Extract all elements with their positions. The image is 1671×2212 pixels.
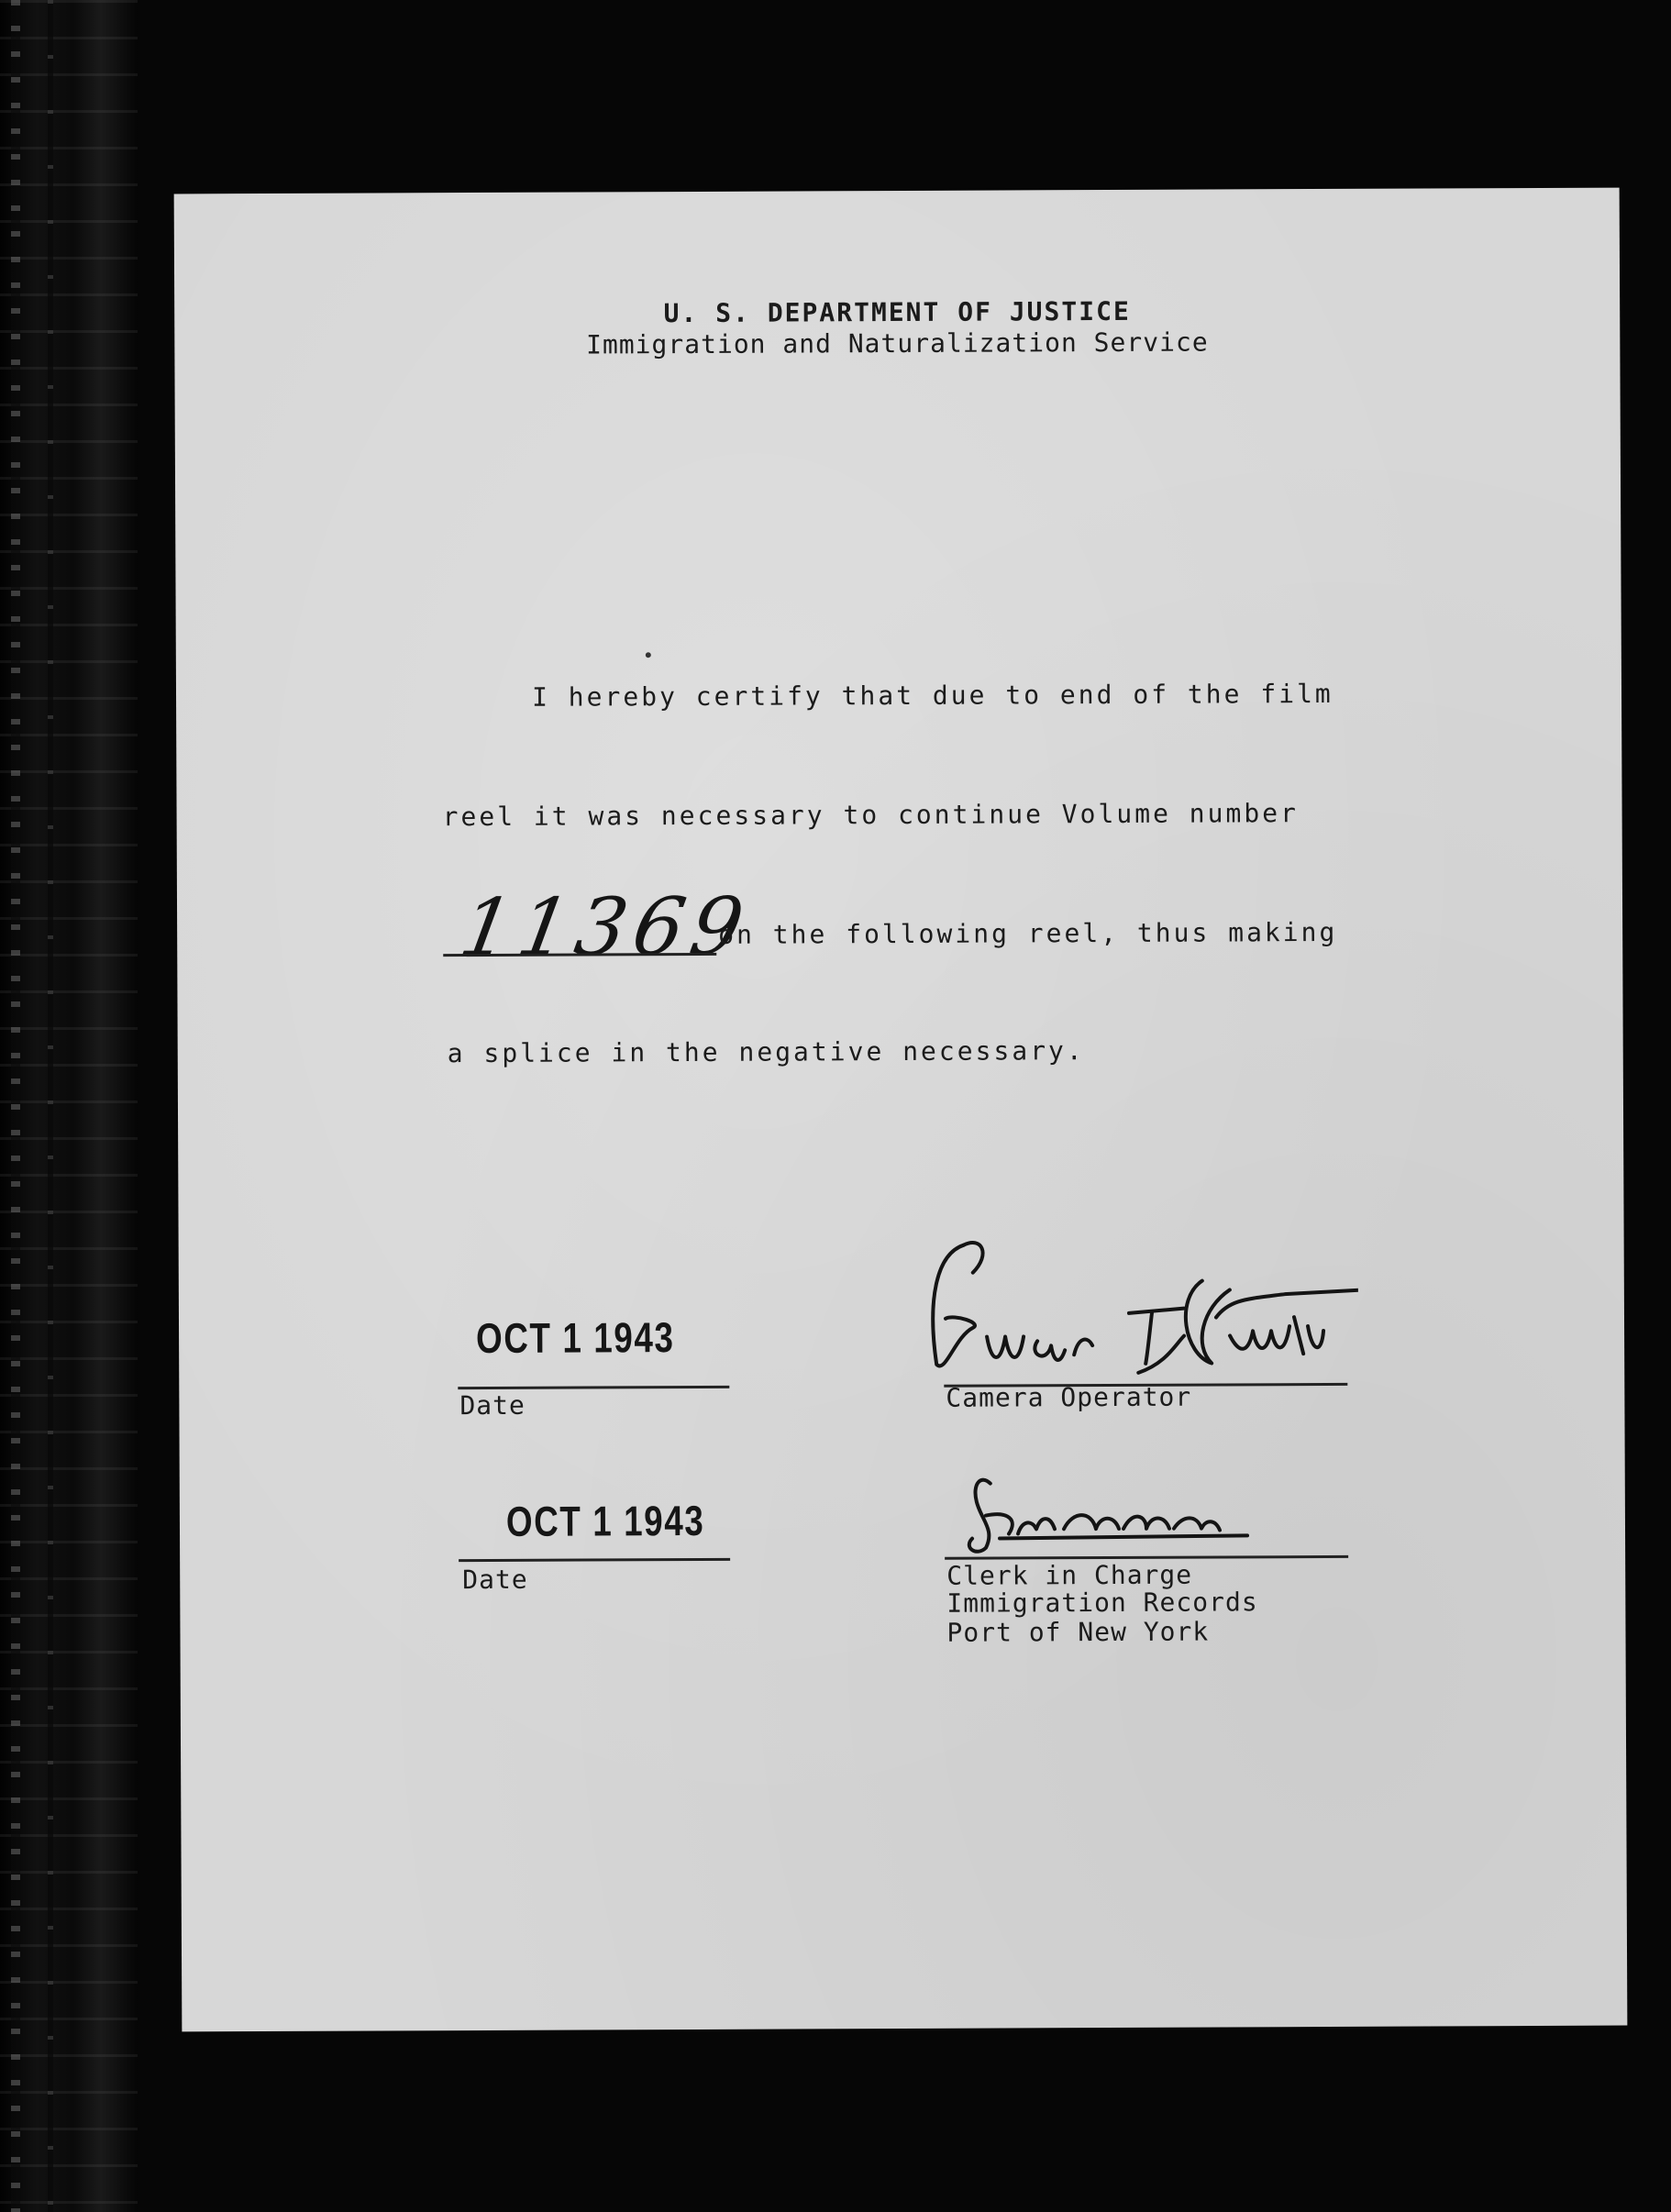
clerk-title-line-1: Clerk in Charge xyxy=(946,1559,1193,1591)
date-stamp-2: OCT 1 1943 xyxy=(505,1496,705,1545)
department-heading: U. S. DEPARTMENT OF JUSTICE xyxy=(663,295,1131,329)
date-label-1: Date xyxy=(459,1389,526,1421)
certification-line-1: I hereby certify that due to end of the film xyxy=(531,678,1333,713)
volume-number-handwritten: 11369 xyxy=(453,880,758,975)
certification-line-4: a splice in the negative necessary. xyxy=(447,1035,1085,1069)
camera-operator-label: Camera Operator xyxy=(946,1381,1192,1413)
certification-line-2: reel it was necessary to continue Volume number xyxy=(442,798,1299,833)
document-page xyxy=(174,188,1628,2032)
paper-speck xyxy=(646,652,651,658)
clerk-title-line-3: Port of New York xyxy=(946,1616,1210,1648)
clerk-signature xyxy=(945,1464,1330,1566)
date-label-2: Date xyxy=(462,1564,528,1596)
film-sprocket-strip xyxy=(11,0,20,2212)
film-edge xyxy=(0,0,138,2212)
camera-operator-signature xyxy=(900,1225,1359,1392)
service-heading: Immigration and Naturalization Service xyxy=(585,326,1209,360)
clerk-title-line-2: Immigration Records xyxy=(946,1587,1258,1619)
date-rule-2 xyxy=(459,1558,730,1562)
date-rule-1 xyxy=(458,1386,729,1389)
certification-line-3: on the following reel, thus making xyxy=(718,916,1338,950)
film-edge-marks xyxy=(48,0,53,2212)
date-stamp-1: OCT 1 1943 xyxy=(475,1313,675,1363)
